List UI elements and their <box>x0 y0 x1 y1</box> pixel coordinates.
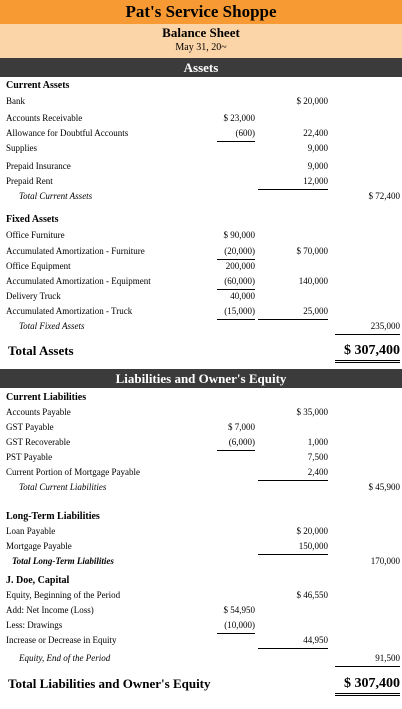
company-name-banner <box>0 0 402 24</box>
line-label: Delivery Truck <box>6 291 61 301</box>
amount-col2: 12,000 <box>258 174 328 190</box>
table-row <box>0 405 402 420</box>
total-current-assets-value: $ 72,400 <box>368 191 400 201</box>
amount-col1: (10,000) <box>217 618 255 634</box>
table-row <box>0 420 402 435</box>
amount-col2: 25,000 <box>258 304 328 320</box>
line-label: Loan Payable <box>6 526 56 536</box>
total-fixed-assets-row <box>0 319 402 334</box>
table-row <box>0 141 402 156</box>
amount-col2: $ 20,000 <box>296 96 328 106</box>
total-liabilities-equity-value: $ 307,400 <box>335 675 400 696</box>
amount-col2: 22,400 <box>303 128 328 138</box>
line-label: Allowance for Doubtful Accounts <box>6 128 129 138</box>
company-name: Pat's Service Shoppe <box>125 2 277 21</box>
line-label: Current Portion of Mortgage Payable <box>6 467 140 477</box>
total-current-liabilities-value: $ 45,900 <box>368 482 400 492</box>
total-assets-row <box>0 341 402 361</box>
table-row <box>0 94 402 109</box>
current-liabilities-heading: Current Liabilities <box>6 392 87 403</box>
amount-col1: (60,000) <box>217 274 255 290</box>
amount-col1: $ 90,000 <box>223 230 255 240</box>
total-longterm-liabilities-row <box>0 554 402 569</box>
line-label: Bank <box>6 96 25 106</box>
total-liabilities-equity-label: Total Liabilities and Owner's Equity <box>8 676 211 691</box>
liabilities-equity-section-band: Liabilities and Owner's Equity <box>0 369 402 388</box>
table-row <box>0 465 402 480</box>
line-label: Office Equipment <box>6 261 71 271</box>
amount-col1: (600) <box>217 126 255 142</box>
table-row <box>0 603 402 618</box>
amount-col2: 150,000 <box>258 539 328 555</box>
longterm-liabilities-heading-row <box>0 509 402 524</box>
total-assets-label: Total Assets <box>8 343 74 358</box>
line-label: Accumulated Amortization - Truck <box>6 306 133 316</box>
total-longterm-liabilities-label: Total Long-Term Liabilities <box>12 556 114 566</box>
total-fixed-assets-value: 235,000 <box>335 319 400 335</box>
fixed-assets-heading-row <box>0 212 402 227</box>
amount-col2: 9,000 <box>307 143 328 153</box>
line-label: Accounts Payable <box>6 407 71 417</box>
amount-col1: $ 23,000 <box>223 113 255 123</box>
line-label: PST Payable <box>6 452 53 462</box>
statement-title: Balance Sheet <box>162 25 240 40</box>
amount-col2: $ 35,000 <box>296 407 328 417</box>
total-current-assets-label: Total Current Assets <box>19 191 93 201</box>
table-row <box>0 244 402 259</box>
amount-col2: $ 70,000 <box>296 246 328 256</box>
current-assets-heading: Current Assets <box>6 80 70 91</box>
table-row <box>0 126 402 141</box>
table-row <box>0 633 402 648</box>
capital-heading: J. Doe, Capital <box>6 575 70 586</box>
assets-section-band: Assets <box>0 58 402 77</box>
statement-header <box>0 24 402 58</box>
amount-col1: (15,000) <box>217 304 255 320</box>
total-assets-value: $ 307,400 <box>335 342 400 363</box>
amount-col1: 40,000 <box>230 291 255 301</box>
equity-end-label: Equity, End of the Period <box>19 653 111 663</box>
longterm-liabilities-heading: Long-Term Liabilities <box>6 511 100 522</box>
line-label: Office Furniture <box>6 230 65 240</box>
table-row <box>0 435 402 450</box>
amount-col2: 140,000 <box>298 276 328 286</box>
table-row <box>0 450 402 465</box>
table-row <box>0 274 402 289</box>
line-label: GST Recoverable <box>6 437 71 447</box>
amount-col2: 9,000 <box>307 161 328 171</box>
statement-date: May 31, 20~ <box>175 42 227 53</box>
table-row <box>0 159 402 174</box>
line-label: Accumulated Amortization - Furniture <box>6 246 145 256</box>
amount-col2: $ 46,550 <box>296 590 328 600</box>
equity-end-row <box>0 651 402 666</box>
capital-heading-row <box>0 573 402 588</box>
amount-col1: 200,000 <box>225 261 255 271</box>
amount-col1: $ 54,950 <box>223 605 255 615</box>
table-row <box>0 174 402 189</box>
amount-col2: $ 20,000 <box>296 526 328 536</box>
line-label: Equity, Beginning of the Period <box>6 590 121 600</box>
line-label: Prepaid Insurance <box>6 161 71 171</box>
table-row <box>0 524 402 539</box>
table-row <box>0 588 402 603</box>
table-row <box>0 228 402 243</box>
amount-col2: 7,500 <box>307 452 328 462</box>
line-label: GST Payable <box>6 422 54 432</box>
fixed-assets-heading: Fixed Assets <box>6 214 59 225</box>
total-current-assets-row <box>0 189 402 204</box>
amount-col1: $ 7,000 <box>228 422 255 432</box>
table-row <box>0 259 402 274</box>
line-label: Prepaid Rent <box>6 176 53 186</box>
total-longterm-liabilities-value: 170,000 <box>370 556 400 566</box>
line-label: Less: Drawings <box>6 620 63 630</box>
line-label: Accounts Receivable <box>6 113 83 123</box>
total-liabilities-equity-row <box>0 674 402 694</box>
amount-col1: (6,000) <box>217 435 255 451</box>
line-label: Supplies <box>6 143 38 153</box>
line-label: Increase or Decrease in Equity <box>6 635 117 645</box>
amount-col2: 1,000 <box>307 437 328 447</box>
table-row <box>0 618 402 633</box>
total-fixed-assets-label: Total Fixed Assets <box>19 321 85 331</box>
amount-col2: 44,950 <box>258 633 328 649</box>
table-row <box>0 111 402 126</box>
table-row <box>0 289 402 304</box>
current-assets-heading-row <box>0 78 402 93</box>
equity-end-value: 91,500 <box>335 651 400 667</box>
line-label: Add: Net Income (Loss) <box>6 605 94 615</box>
current-liabilities-heading-row <box>0 390 402 405</box>
amount-col1: (20,000) <box>217 244 255 260</box>
total-current-liabilities-label: Total Current Liabilities <box>19 482 107 492</box>
total-current-liabilities-row <box>0 480 402 495</box>
line-label: Mortgage Payable <box>6 541 72 551</box>
table-row <box>0 539 402 554</box>
table-row <box>0 304 402 319</box>
line-label: Accumulated Amortization - Equipment <box>6 276 151 286</box>
amount-col2: 2,400 <box>258 465 328 481</box>
